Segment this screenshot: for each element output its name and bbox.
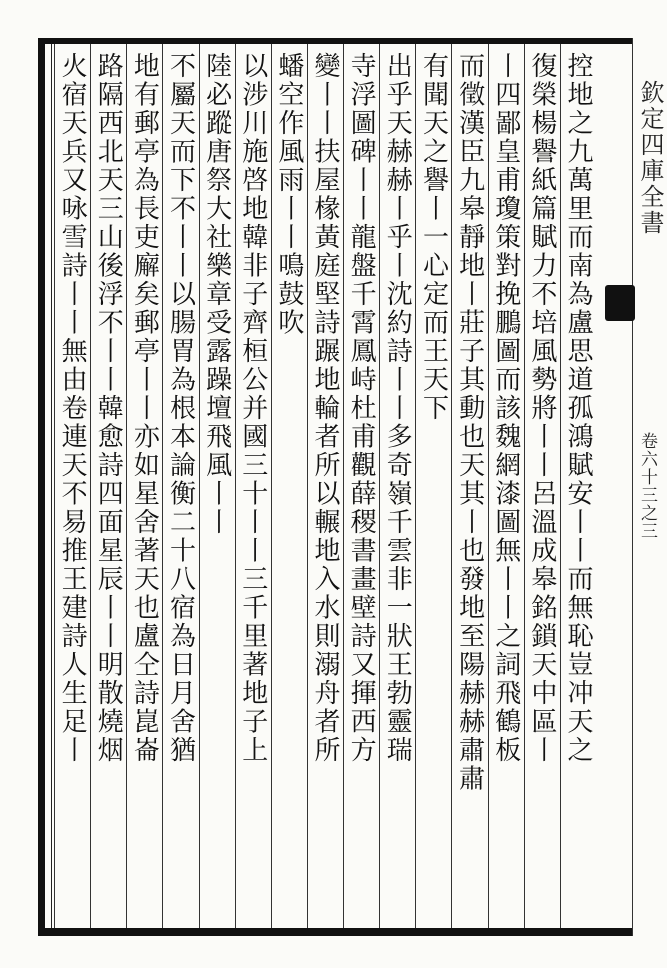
text-column-6: 出乎天赫赫丨乎丨沈約詩丨丨多奇嶺千雲非一狀王勃靈瑞	[382, 52, 413, 765]
text-column-15: 火宿天兵又咏雪詩丨丨無由卷連天不易推王建詩人生足丨	[57, 52, 88, 765]
column-rule	[90, 44, 91, 928]
frame-inner-line	[51, 44, 52, 928]
text-column-10: 以涉川施啓地韓非子齊桓公并國三十丨丨三千里著地子上	[237, 52, 268, 765]
column-rule	[235, 44, 236, 928]
column-rule	[126, 44, 127, 928]
text-column-1: 控地之九萬里而南為盧思道孤鴻賦安丨丨而無恥豈冲天之	[562, 52, 593, 765]
column-rule	[307, 44, 308, 928]
volume-label: 卷六十三之三	[637, 432, 657, 540]
text-column-12: 不屬天而下不丨丨以腸胃為根本論衡二十八宿為日月舍猶	[165, 52, 196, 765]
frame-top-border	[40, 38, 632, 44]
text-column-9: 蟠空作風雨丨丨鳴鼓吹	[273, 52, 304, 338]
text-column-3: 丨四鄙皇甫瓊策對挽鵬圖而該魏網漆圖無丨丨之詞飛鶴板	[490, 52, 521, 765]
page-margin	[633, 40, 663, 920]
text-column-7: 寺浮圖碑丨丨龍盤千霄鳳峙杜甫觀薛稷書畫壁詩又揮西方	[346, 52, 377, 765]
text-column-14: 路隔西北天三山後浮不丨丨韓愈詩四面星辰丨丨明散燒烟	[93, 52, 124, 765]
text-column-2: 復榮楊譽紙篇賦力不培風勢將丨丨呂溫成皋銘鎖天中區丨	[526, 52, 557, 765]
column-rule	[199, 44, 200, 928]
column-rule	[488, 44, 489, 928]
column-rule	[54, 44, 55, 928]
column-rule	[343, 44, 344, 928]
column-rule	[271, 44, 272, 928]
text-column-8: 變丨丨扶屋椽黃庭堅詩蹍地輪者所以輾地入水則溺舟者所	[310, 52, 341, 765]
text-column-13: 地有郵亭為長吏廨矣郵亭丨丨亦如星舍著天也盧仝詩崑崙	[129, 52, 160, 765]
column-rule	[524, 44, 525, 928]
ink-blot	[605, 285, 635, 321]
margin-header: 欽定四庫全書	[636, 80, 664, 236]
frame-left-border	[38, 38, 45, 936]
column-rule	[451, 44, 452, 928]
text-column-5: 有聞天之譽丨一心定而王天下	[418, 52, 449, 423]
column-rule	[379, 44, 380, 928]
text-column-11: 陸必蹤唐祭大社樂章受露躁壇飛風丨丨	[201, 52, 232, 537]
frame-bottom-border	[40, 928, 632, 936]
column-rule	[162, 44, 163, 928]
text-column-4: 而徵漢臣九皋靜地丨莊子其動也天其丨也發地至陽赫赫肅肅	[454, 52, 485, 794]
column-rule	[560, 44, 561, 928]
column-rule	[415, 44, 416, 928]
